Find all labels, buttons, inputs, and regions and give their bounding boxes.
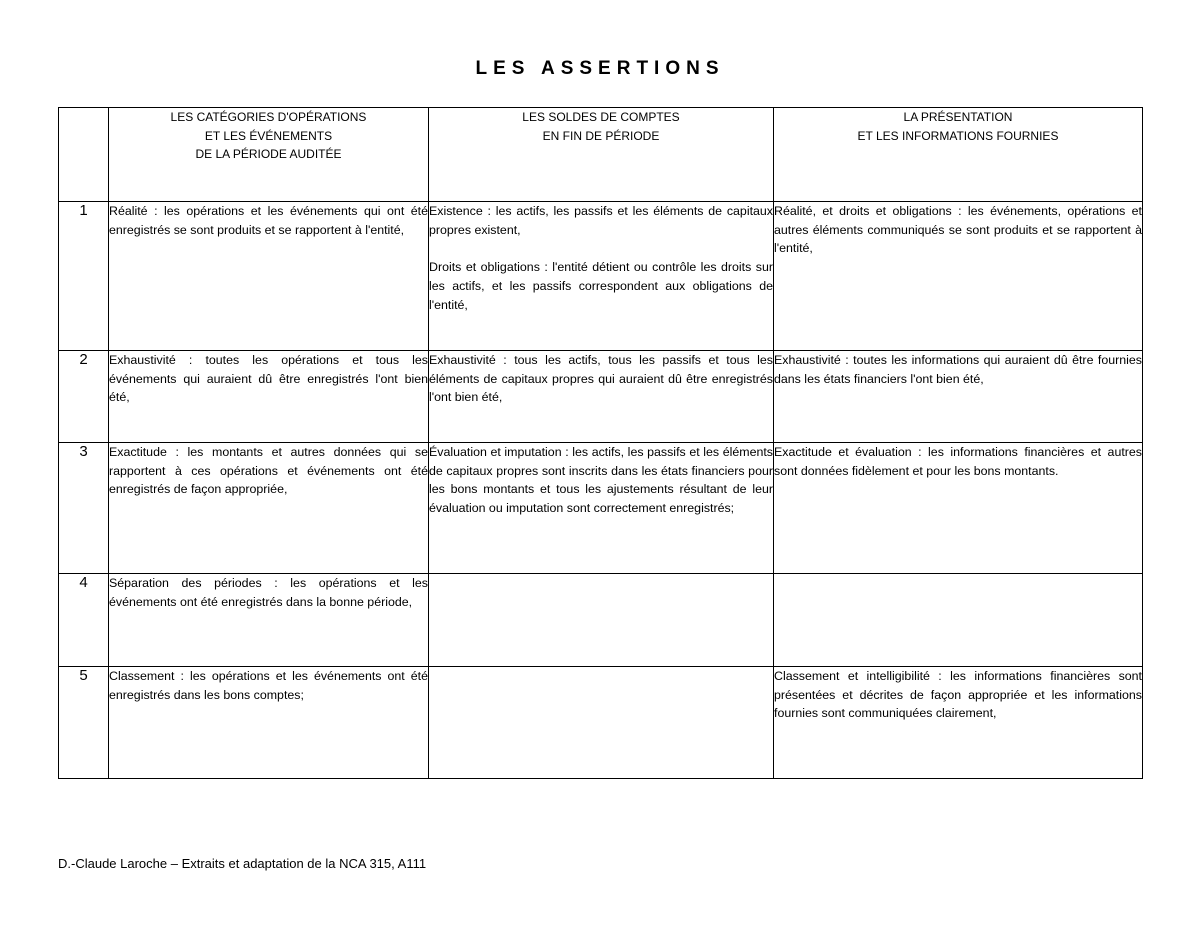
row-number: 3 bbox=[59, 443, 109, 574]
assertion-text: Droits et obligations : l'entité détient ou contrôle les droits sur les actifs, et les passifs correspondent aux obligations de l'entité, bbox=[429, 260, 773, 312]
presentation-cell bbox=[774, 202, 1143, 351]
table-row bbox=[59, 667, 1143, 779]
presentation-cell-empty bbox=[774, 574, 1143, 667]
document-title: LES ASSERTIONS bbox=[475, 58, 725, 79]
assertion-text: Classement et intelligibilité : les informations financières sont présentées et décrites de façon appropriée et les informations fournies sont communiquées clairement, bbox=[774, 669, 1142, 721]
header-line: LES SOLDES DE COMPTES bbox=[522, 110, 680, 124]
assertion-text: Réalité, et droits et obligations : les événements, opérations et autres éléments communiqués se sont produits et se rapportent à l'entité, bbox=[774, 204, 1142, 256]
header-transactions-column bbox=[109, 108, 429, 202]
header-line: DE LA PÉRIODE AUDITÉE bbox=[195, 147, 342, 161]
header-line: LA PRÉSENTATION bbox=[903, 110, 1013, 124]
balances-cell bbox=[429, 443, 774, 574]
assertion-text: Exactitude : les montants et autres données qui se rapportent à ces opérations et événements ont été enregistrés de façon appropriée, bbox=[109, 445, 428, 497]
assertion-text: Séparation des périodes : les opérations et les événements ont été enregistrés dans la bonne période, bbox=[109, 576, 428, 609]
assertion-text: Existence : les actifs, les passifs et les éléments de capitaux propres existent, bbox=[429, 204, 773, 237]
balances-cell bbox=[429, 351, 774, 443]
balances-cell bbox=[429, 202, 774, 351]
assertion-text: Exhaustivité : toutes les opérations et tous les événements qui auraient dû être enregistrés l'ont bien été, bbox=[109, 353, 428, 405]
assertion-text: Classement : les opérations et les événements ont été enregistrés dans les bons comptes; bbox=[109, 669, 428, 702]
row-number: 2 bbox=[59, 351, 109, 443]
row-number: 5 bbox=[59, 667, 109, 779]
presentation-cell bbox=[774, 351, 1143, 443]
transactions-cell bbox=[109, 351, 429, 443]
header-line: ET LES ÉVÉNEMENTS bbox=[204, 128, 333, 143]
table-row bbox=[59, 443, 1143, 574]
row-number: 4 bbox=[59, 574, 109, 667]
presentation-cell bbox=[774, 667, 1143, 779]
assertions-table bbox=[58, 107, 1143, 779]
transactions-cell bbox=[109, 574, 429, 667]
assertion-text: Exhaustivité : tous les actifs, tous les passifs et tous les éléments de capitaux propres qui auraient dû être enregistrés l'ont bien été, bbox=[429, 353, 773, 405]
header-number-cell bbox=[59, 108, 109, 202]
presentation-cell bbox=[774, 443, 1143, 574]
header-line: ET LES INFORMATIONS FOURNIES bbox=[857, 128, 1059, 143]
table-header-row bbox=[59, 108, 1143, 202]
balances-cell-empty bbox=[429, 574, 774, 667]
table-row bbox=[59, 202, 1143, 351]
transactions-cell bbox=[109, 667, 429, 779]
assertion-text: Évaluation et imputation : les actifs, les passifs et les éléments de capitaux propres sont inscrits dans les états financiers pour les bons montants et tous les ajustements résultant de leur évaluation ou imputation sont correctement enregistrés; bbox=[429, 445, 773, 516]
table-row bbox=[59, 574, 1143, 667]
assertion-text: Réalité : les opérations et les événements qui ont été enregistrés se sont produits et se rapportent à l'entité, bbox=[109, 204, 428, 237]
transactions-cell bbox=[109, 443, 429, 574]
footer-citation: D.-Claude Laroche – Extraits et adaptation de la NCA 315, A111 bbox=[58, 856, 427, 871]
transactions-cell bbox=[109, 202, 429, 351]
header-presentation-column bbox=[774, 108, 1143, 202]
assertion-text: Exactitude et évaluation : les informations financières et autres sont données fidèlement et pour les bons montants. bbox=[774, 445, 1142, 478]
header-line: LES CATÉGORIES D'OPÉRATIONS bbox=[170, 110, 367, 124]
table-row bbox=[59, 351, 1143, 443]
header-balances-column bbox=[429, 108, 774, 202]
header-line: EN FIN DE PÉRIODE bbox=[542, 128, 660, 143]
assertion-text: Exhaustivité : toutes les informations qui auraient dû être fournies dans les états financiers l'ont bien été, bbox=[774, 353, 1142, 386]
balances-cell-empty bbox=[429, 667, 774, 779]
row-number: 1 bbox=[59, 202, 109, 351]
